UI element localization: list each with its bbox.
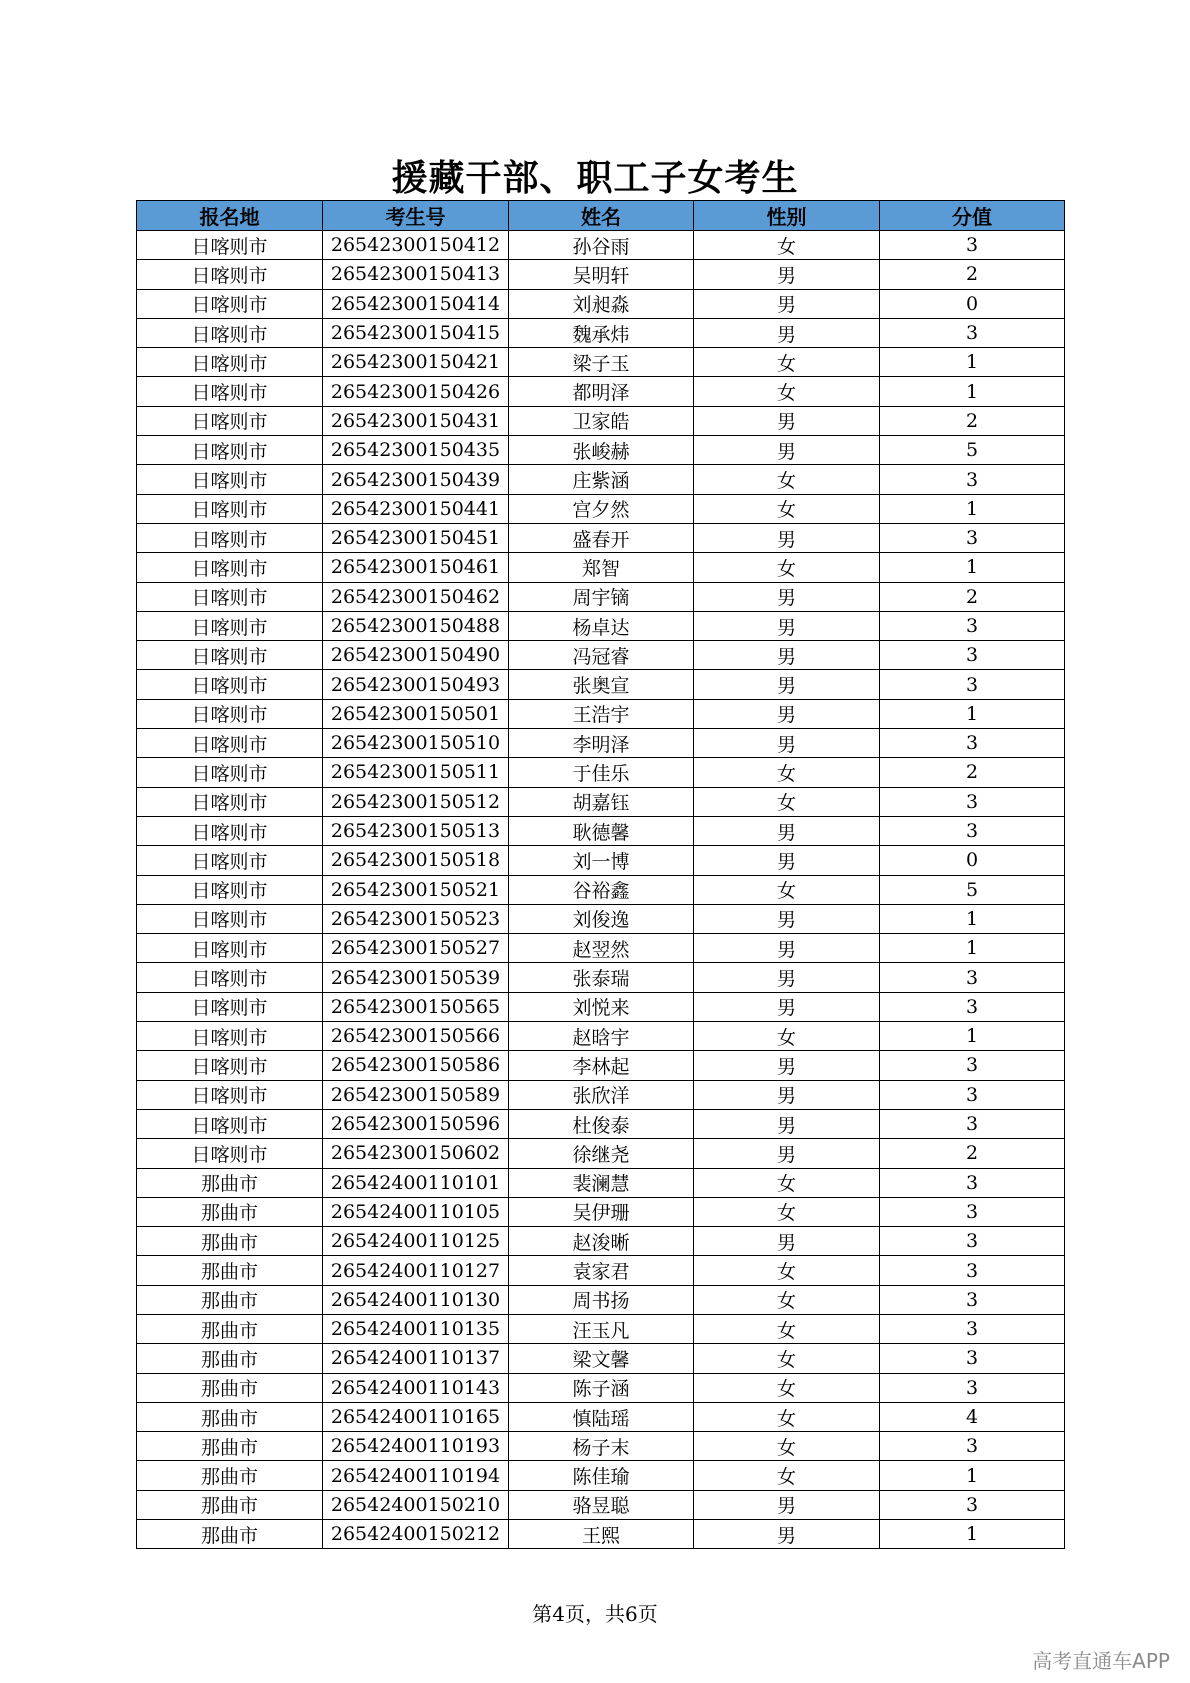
cell-name: 刘俊逸 (509, 904, 694, 933)
cell-exam-id: 26542300150490 (323, 641, 509, 670)
cell-name: 刘昶淼 (509, 289, 694, 318)
cell-name: 张欣洋 (509, 1080, 694, 1109)
cell-score: 1 (880, 553, 1065, 582)
cell-score: 3 (880, 1314, 1065, 1343)
cell-gender: 男 (694, 816, 880, 845)
cell-gender: 女 (694, 465, 880, 494)
cell-name: 王浩宇 (509, 699, 694, 728)
cell-region: 日喀则市 (137, 494, 323, 523)
cell-region: 日喀则市 (137, 436, 323, 465)
cell-region: 日喀则市 (137, 787, 323, 816)
table-row (137, 1461, 1065, 1490)
cell-exam-id: 26542300150439 (323, 465, 509, 494)
cell-exam-id: 26542300150426 (323, 377, 509, 406)
cell-name: 赵晗宇 (509, 1022, 694, 1051)
table-row (137, 377, 1065, 406)
cell-exam-id: 26542300150589 (323, 1080, 509, 1109)
cell-score: 3 (880, 729, 1065, 758)
table-row (137, 1520, 1065, 1549)
cell-gender: 女 (694, 875, 880, 904)
cell-region: 日喀则市 (137, 523, 323, 552)
table-row (137, 1490, 1065, 1519)
cell-region: 日喀则市 (137, 1139, 323, 1168)
cell-score: 1 (880, 1022, 1065, 1051)
column-header-region: 报名地 (137, 201, 323, 231)
cell-exam-id: 26542300150461 (323, 553, 509, 582)
cell-name: 张峻赫 (509, 436, 694, 465)
table-row (137, 553, 1065, 582)
table-row (137, 816, 1065, 845)
table-row (137, 465, 1065, 494)
cell-region: 那曲市 (137, 1373, 323, 1402)
cell-score: 3 (880, 1285, 1065, 1314)
cell-gender: 男 (694, 670, 880, 699)
cell-gender: 男 (694, 436, 880, 465)
cell-gender: 男 (694, 1139, 880, 1168)
cell-gender: 女 (694, 553, 880, 582)
cell-region: 日喀则市 (137, 670, 323, 699)
cell-name: 陈佳瑜 (509, 1461, 694, 1490)
cell-gender: 男 (694, 846, 880, 875)
cell-region: 日喀则市 (137, 758, 323, 787)
cell-score: 3 (880, 1373, 1065, 1402)
cell-score: 3 (880, 641, 1065, 670)
table-row (137, 670, 1065, 699)
table-row (137, 758, 1065, 787)
table-row (137, 260, 1065, 289)
cell-gender: 女 (694, 1402, 880, 1431)
table-row (137, 1139, 1065, 1168)
cell-gender: 男 (694, 1051, 880, 1080)
cell-score: 3 (880, 1197, 1065, 1226)
cell-region: 那曲市 (137, 1314, 323, 1343)
cell-gender: 女 (694, 1461, 880, 1490)
cell-region: 日喀则市 (137, 289, 323, 318)
cell-region: 日喀则市 (137, 406, 323, 435)
cell-exam-id: 26542400110125 (323, 1227, 509, 1256)
cell-score: 5 (880, 875, 1065, 904)
cell-score: 3 (880, 318, 1065, 347)
cell-exam-id: 26542400110101 (323, 1168, 509, 1197)
column-header-name: 姓名 (509, 201, 694, 231)
cell-name: 刘一博 (509, 846, 694, 875)
cell-name: 胡嘉钰 (509, 787, 694, 816)
cell-score: 1 (880, 699, 1065, 728)
table-row (137, 1256, 1065, 1285)
cell-gender: 女 (694, 1197, 880, 1226)
cell-exam-id: 26542400110193 (323, 1432, 509, 1461)
cell-gender: 女 (694, 1256, 880, 1285)
cell-score: 3 (880, 992, 1065, 1021)
cell-exam-id: 26542400110127 (323, 1256, 509, 1285)
cell-gender: 女 (694, 1022, 880, 1051)
cell-name: 袁家君 (509, 1256, 694, 1285)
table-row (137, 436, 1065, 465)
cell-name: 李林起 (509, 1051, 694, 1080)
table-row (137, 934, 1065, 963)
cell-gender: 男 (694, 934, 880, 963)
cell-score: 4 (880, 1402, 1065, 1431)
cell-gender: 女 (694, 787, 880, 816)
cell-score: 5 (880, 436, 1065, 465)
table-row (137, 729, 1065, 758)
cell-score: 2 (880, 406, 1065, 435)
cell-score: 3 (880, 1344, 1065, 1373)
cell-region: 日喀则市 (137, 1109, 323, 1138)
cell-name: 梁子玉 (509, 348, 694, 377)
table-row (137, 611, 1065, 640)
cell-exam-id: 26542300150421 (323, 348, 509, 377)
cell-name: 宫夕然 (509, 494, 694, 523)
cell-region: 那曲市 (137, 1227, 323, 1256)
cell-region: 那曲市 (137, 1168, 323, 1197)
table-row (137, 1197, 1065, 1226)
cell-region: 日喀则市 (137, 641, 323, 670)
cell-exam-id: 26542300150565 (323, 992, 509, 1021)
watermark-text: 高考直通车APP (1032, 1649, 1170, 1673)
table-row (137, 1051, 1065, 1080)
cell-score: 3 (880, 231, 1065, 260)
table-row (137, 289, 1065, 318)
cell-name: 都明泽 (509, 377, 694, 406)
cell-gender: 男 (694, 1490, 880, 1519)
cell-exam-id: 26542300150493 (323, 670, 509, 699)
cell-score: 2 (880, 758, 1065, 787)
cell-exam-id: 26542300150539 (323, 963, 509, 992)
cell-region: 日喀则市 (137, 904, 323, 933)
cell-score: 3 (880, 1227, 1065, 1256)
cell-gender: 女 (694, 1168, 880, 1197)
cell-score: 3 (880, 1490, 1065, 1519)
cell-exam-id: 26542300150566 (323, 1022, 509, 1051)
cell-score: 1 (880, 348, 1065, 377)
cell-exam-id: 26542300150435 (323, 436, 509, 465)
cell-exam-id: 26542300150451 (323, 523, 509, 552)
table-body (137, 231, 1065, 1549)
cell-region: 那曲市 (137, 1432, 323, 1461)
cell-region: 日喀则市 (137, 963, 323, 992)
cell-region: 那曲市 (137, 1461, 323, 1490)
table-row (137, 1022, 1065, 1051)
score-table (136, 200, 1065, 1549)
cell-region: 日喀则市 (137, 231, 323, 260)
cell-region: 日喀则市 (137, 729, 323, 758)
cell-region: 日喀则市 (137, 816, 323, 845)
page-title: 援藏干部、职工子女考生 (391, 157, 799, 199)
cell-region: 日喀则市 (137, 611, 323, 640)
cell-region: 日喀则市 (137, 875, 323, 904)
cell-gender: 女 (694, 348, 880, 377)
cell-exam-id: 26542300150527 (323, 934, 509, 963)
page-number: 第4页，共6页 (532, 1602, 658, 1626)
cell-gender: 男 (694, 611, 880, 640)
table-row (137, 1344, 1065, 1373)
cell-score: 1 (880, 1520, 1065, 1549)
cell-gender: 男 (694, 289, 880, 318)
cell-exam-id: 26542300150413 (323, 260, 509, 289)
cell-name: 郑智 (509, 553, 694, 582)
cell-exam-id: 26542400110135 (323, 1314, 509, 1343)
cell-name: 吴伊珊 (509, 1197, 694, 1226)
cell-region: 日喀则市 (137, 348, 323, 377)
column-header-gender: 性别 (694, 201, 880, 231)
cell-score: 3 (880, 611, 1065, 640)
cell-name: 耿德馨 (509, 816, 694, 845)
cell-region: 日喀则市 (137, 699, 323, 728)
column-header-exam-id: 考生号 (323, 201, 509, 231)
cell-region: 那曲市 (137, 1490, 323, 1519)
cell-name: 李明泽 (509, 729, 694, 758)
cell-gender: 男 (694, 1109, 880, 1138)
table-row (137, 318, 1065, 347)
cell-name: 慎陆瑶 (509, 1402, 694, 1431)
cell-gender: 男 (694, 992, 880, 1021)
cell-score: 2 (880, 582, 1065, 611)
cell-region: 日喀则市 (137, 934, 323, 963)
cell-score: 2 (880, 1139, 1065, 1168)
cell-region: 日喀则市 (137, 992, 323, 1021)
cell-score: 0 (880, 846, 1065, 875)
table-row (137, 523, 1065, 552)
cell-name: 孙谷雨 (509, 231, 694, 260)
cell-name: 杜俊泰 (509, 1109, 694, 1138)
cell-gender: 男 (694, 582, 880, 611)
cell-exam-id: 26542300150512 (323, 787, 509, 816)
cell-region: 那曲市 (137, 1344, 323, 1373)
table-row (137, 582, 1065, 611)
table-row (137, 846, 1065, 875)
table-row (137, 1432, 1065, 1461)
cell-name: 冯冠睿 (509, 641, 694, 670)
cell-gender: 男 (694, 699, 880, 728)
cell-exam-id: 26542400110130 (323, 1285, 509, 1314)
cell-exam-id: 26542400110143 (323, 1373, 509, 1402)
table-row (137, 963, 1065, 992)
cell-name: 徐继尧 (509, 1139, 694, 1168)
cell-score: 3 (880, 816, 1065, 845)
cell-gender: 女 (694, 377, 880, 406)
cell-gender: 女 (694, 494, 880, 523)
cell-name: 陈子涵 (509, 1373, 694, 1402)
cell-exam-id: 26542300150586 (323, 1051, 509, 1080)
cell-score: 2 (880, 260, 1065, 289)
cell-name: 盛春开 (509, 523, 694, 552)
cell-score: 3 (880, 1168, 1065, 1197)
column-header-score: 分值 (880, 201, 1065, 231)
cell-name: 刘悦来 (509, 992, 694, 1021)
table-row (137, 231, 1065, 260)
table-row (137, 875, 1065, 904)
cell-region: 日喀则市 (137, 377, 323, 406)
cell-exam-id: 26542400110105 (323, 1197, 509, 1226)
cell-gender: 男 (694, 729, 880, 758)
table-row (137, 787, 1065, 816)
cell-gender: 男 (694, 1227, 880, 1256)
cell-score: 1 (880, 377, 1065, 406)
cell-name: 杨卓达 (509, 611, 694, 640)
cell-score: 3 (880, 465, 1065, 494)
cell-region: 那曲市 (137, 1285, 323, 1314)
cell-score: 3 (880, 523, 1065, 552)
cell-gender: 女 (694, 1285, 880, 1314)
cell-score: 1 (880, 494, 1065, 523)
cell-region: 日喀则市 (137, 582, 323, 611)
cell-score: 3 (880, 787, 1065, 816)
cell-exam-id: 26542300150431 (323, 406, 509, 435)
cell-exam-id: 26542300150415 (323, 318, 509, 347)
cell-gender: 女 (694, 231, 880, 260)
cell-name: 杨子末 (509, 1432, 694, 1461)
cell-score: 3 (880, 1256, 1065, 1285)
table-row (137, 1080, 1065, 1109)
cell-gender: 女 (694, 1344, 880, 1373)
cell-exam-id: 26542400150212 (323, 1520, 509, 1549)
cell-gender: 男 (694, 260, 880, 289)
cell-exam-id: 26542300150521 (323, 875, 509, 904)
cell-score: 1 (880, 904, 1065, 933)
cell-name: 吴明轩 (509, 260, 694, 289)
cell-name: 谷裕鑫 (509, 875, 694, 904)
cell-exam-id: 26542300150518 (323, 846, 509, 875)
cell-score: 0 (880, 289, 1065, 318)
table-row (137, 1373, 1065, 1402)
table-row (137, 904, 1065, 933)
cell-name: 骆昱聪 (509, 1490, 694, 1519)
cell-exam-id: 26542300150523 (323, 904, 509, 933)
table-row (137, 406, 1065, 435)
cell-exam-id: 26542300150414 (323, 289, 509, 318)
cell-gender: 男 (694, 904, 880, 933)
table-row (137, 641, 1065, 670)
cell-name: 裴澜慧 (509, 1168, 694, 1197)
cell-region: 日喀则市 (137, 553, 323, 582)
cell-name: 汪玉凡 (509, 1314, 694, 1343)
cell-region: 日喀则市 (137, 1022, 323, 1051)
cell-exam-id: 26542300150510 (323, 729, 509, 758)
cell-exam-id: 26542300150511 (323, 758, 509, 787)
cell-region: 那曲市 (137, 1402, 323, 1431)
cell-gender: 男 (694, 963, 880, 992)
cell-gender: 女 (694, 1314, 880, 1343)
table-row (137, 1227, 1065, 1256)
cell-name: 卫家皓 (509, 406, 694, 435)
cell-gender: 女 (694, 758, 880, 787)
cell-gender: 男 (694, 406, 880, 435)
cell-region: 那曲市 (137, 1256, 323, 1285)
cell-name: 庄紫涵 (509, 465, 694, 494)
cell-name: 梁文馨 (509, 1344, 694, 1373)
cell-region: 那曲市 (137, 1197, 323, 1226)
table-row (137, 992, 1065, 1021)
table-row (137, 1314, 1065, 1343)
cell-name: 张泰瑞 (509, 963, 694, 992)
cell-name: 赵翌然 (509, 934, 694, 963)
cell-exam-id: 26542300150596 (323, 1109, 509, 1138)
cell-gender: 女 (694, 1373, 880, 1402)
cell-name: 周书扬 (509, 1285, 694, 1314)
cell-score: 3 (880, 1109, 1065, 1138)
cell-score: 3 (880, 1080, 1065, 1109)
cell-score: 3 (880, 1051, 1065, 1080)
table-row (137, 1168, 1065, 1197)
cell-gender: 男 (694, 318, 880, 347)
cell-region: 日喀则市 (137, 846, 323, 875)
cell-exam-id: 26542300150441 (323, 494, 509, 523)
table-row (137, 348, 1065, 377)
cell-exam-id: 26542400150210 (323, 1490, 509, 1519)
cell-exam-id: 26542300150513 (323, 816, 509, 845)
cell-region: 日喀则市 (137, 318, 323, 347)
cell-exam-id: 26542300150462 (323, 582, 509, 611)
cell-gender: 男 (694, 1520, 880, 1549)
cell-name: 于佳乐 (509, 758, 694, 787)
cell-name: 王熙 (509, 1520, 694, 1549)
cell-exam-id: 26542300150501 (323, 699, 509, 728)
cell-score: 3 (880, 963, 1065, 992)
cell-region: 那曲市 (137, 1520, 323, 1549)
cell-gender: 男 (694, 641, 880, 670)
cell-score: 1 (880, 934, 1065, 963)
table-row (137, 1402, 1065, 1431)
cell-exam-id: 26542300150488 (323, 611, 509, 640)
cell-gender: 男 (694, 1080, 880, 1109)
cell-exam-id: 26542300150412 (323, 231, 509, 260)
cell-region: 日喀则市 (137, 260, 323, 289)
cell-exam-id: 26542400110194 (323, 1461, 509, 1490)
cell-gender: 男 (694, 523, 880, 552)
cell-exam-id: 26542400110165 (323, 1402, 509, 1431)
cell-score: 1 (880, 1461, 1065, 1490)
cell-exam-id: 26542300150602 (323, 1139, 509, 1168)
cell-gender: 女 (694, 1432, 880, 1461)
cell-name: 赵浚晰 (509, 1227, 694, 1256)
cell-score: 3 (880, 1432, 1065, 1461)
cell-region: 日喀则市 (137, 1080, 323, 1109)
cell-region: 日喀则市 (137, 465, 323, 494)
cell-name: 周宇镝 (509, 582, 694, 611)
table-header-row (137, 201, 1065, 231)
cell-score: 3 (880, 670, 1065, 699)
cell-name: 魏承炜 (509, 318, 694, 347)
cell-region: 日喀则市 (137, 1051, 323, 1080)
cell-exam-id: 26542400110137 (323, 1344, 509, 1373)
cell-name: 张奥宣 (509, 670, 694, 699)
table-row (137, 494, 1065, 523)
table-row (137, 1109, 1065, 1138)
table-row (137, 1285, 1065, 1314)
table-row (137, 699, 1065, 728)
